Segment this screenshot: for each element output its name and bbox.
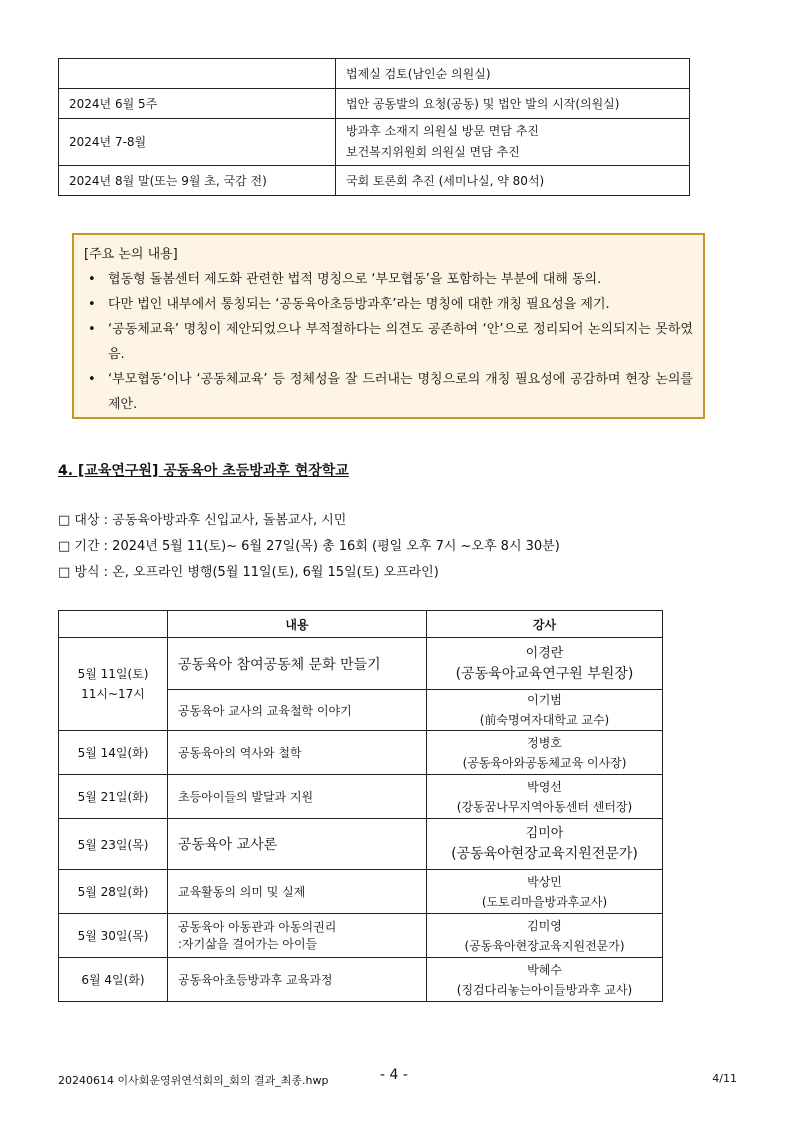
content-cell: 교육활동의 의미 및 실제 [168, 870, 427, 914]
lecturer-cell [427, 731, 663, 775]
schedule-table [58, 610, 663, 1002]
date-cell: 2024년 8월 말(또는 9월 초, 국감 전) [59, 166, 336, 196]
content-cell: 공동육아초등방과후 교육과정 [168, 958, 427, 1002]
discussion-item: • ‘부모협동’이나 ‘공동체교육’ 등 정체성을 잘 드러내는 명칭으로의 개칭 필요성에 공감하며 현장 논의를 제안. [84, 367, 693, 417]
date-cell [59, 638, 168, 731]
table-row [59, 870, 663, 914]
table-row [59, 89, 690, 119]
lecturer-cell [427, 958, 663, 1002]
content-cell [168, 914, 427, 958]
table-row [59, 775, 663, 819]
task-line: 방과후 소재지 의원실 방문 면담 추진 [346, 124, 539, 138]
header-lecturer: 강사 [427, 611, 663, 638]
date-cell: 5월 14일(화) [59, 731, 168, 775]
content-cell: 공동육아의 역사와 철학 [168, 731, 427, 775]
date-cell: 2024년 6월 5주 [59, 89, 336, 119]
date-cell: 5월 23일(목) [59, 819, 168, 870]
lecturer-affiliation: (공동육아교육연구원 부원장) [455, 665, 634, 682]
table-row [59, 638, 663, 690]
header-content: 내용 [168, 611, 427, 638]
task-cell [336, 119, 690, 166]
discussion-item: • ‘공동체교육’ 명칭이 제안되었으나 부적절하다는 의견도 공존하여 ‘안’으로 정리되어 논의되지는 못하였음. [84, 317, 693, 367]
lecturer-affiliation: (징검다리놓는아이들방과후 교사) [456, 982, 633, 997]
section-heading: 4. [교육연구원] 공동육아 초등방과후 현장학교 [58, 463, 349, 479]
lecturer-name: 김미영 [527, 918, 562, 933]
lecturer-affiliation: (강동꿈나무지역아동센터 센터장) [456, 799, 633, 814]
method-line: □ 방식 : 온, 오프라인 병행(5월 11일(토), 6월 15일(토) 오프라인) [58, 565, 439, 580]
table-row [59, 958, 663, 1002]
footer-filename: 20240614 이사회운영위연석회의_회의 결과_최종.hwp [58, 1074, 329, 1087]
task-cell: 국회 토론회 추진 (세미나실, 약 80석) [336, 166, 690, 196]
header-date [59, 611, 168, 638]
lecturer-name: 김미아 [525, 826, 564, 841]
date-cell: 5월 21일(화) [59, 775, 168, 819]
content-cell: 공동육아 교사의 교육철학 이야기 [168, 690, 427, 731]
discussion-box [72, 233, 705, 419]
discussion-item: • 다만 법인 내부에서 통칭되는 ‘공동육아초등방과후’라는 명칭에 대한 개칭 필요성을 제기. [84, 292, 693, 317]
task-cell: 법제실 검토(남인순 의원실) [336, 59, 690, 89]
date-cell: 5월 28일(화) [59, 870, 168, 914]
content-cell: 초등아이들의 발달과 지원 [168, 775, 427, 819]
table-row [59, 166, 690, 196]
lecturer-name: 정병호 [527, 735, 562, 750]
discussion-item: • 협동형 돌봄센터 제도화 관련한 법적 명칭으로 ‘부모협동’을 포함하는 부분에 대해 동의. [84, 267, 693, 292]
footer-page-count: 4/11 [712, 1072, 737, 1085]
lecturer-affiliation: (공동육아와공동체교육 이사장) [462, 755, 627, 770]
lecturer-name: 박혜수 [527, 962, 562, 977]
lecturer-name: 이경란 [525, 645, 564, 661]
table-row [59, 731, 663, 775]
lecturer-cell [427, 638, 663, 690]
lecturer-cell [427, 690, 663, 731]
lecturer-name: 이기범 [527, 693, 562, 707]
task-cell: 법안 공동발의 요청(공동) 및 법안 발의 시작(의원실) [336, 89, 690, 119]
content-line: :자기삶을 걸어가는 아이들 [178, 936, 318, 951]
session-date: 5월 11일(토) [77, 667, 149, 681]
discussion-list [84, 267, 693, 417]
lecturer-cell [427, 870, 663, 914]
roadmap-table [58, 58, 690, 196]
lecturer-cell [427, 914, 663, 958]
date-cell [59, 59, 336, 89]
date-cell: 6월 4일(화) [59, 958, 168, 1002]
table-row [59, 59, 690, 89]
lecturer-cell [427, 819, 663, 870]
lecturer-name: 박상민 [527, 874, 562, 889]
task-line: 보건복지위원회 의원실 면담 추진 [346, 145, 520, 159]
target-line: □ 대상 : 공동육아방과후 신입교사, 돌봄교사, 시민 [58, 513, 347, 528]
footer-page-number: - 4 - [380, 1067, 408, 1083]
content-line: 공동육아 아동관과 아동의권리 [178, 919, 337, 934]
table-row [59, 119, 690, 166]
lecturer-name: 박영선 [527, 779, 562, 794]
content-cell: 공동육아 교사론 [168, 819, 427, 870]
date-cell: 5월 30일(목) [59, 914, 168, 958]
lecturer-affiliation: (공동육아현장교육지원전문가) [451, 846, 638, 862]
content-cell: 공동육아 참여공동체 문화 만들기 [168, 638, 427, 690]
session-time: 11시~17시 [81, 687, 145, 701]
lecturer-affiliation: (도토리마을방과후교사) [481, 894, 608, 909]
table-row [59, 819, 663, 870]
lecturer-affiliation: (공동육아현장교육지원전문가) [464, 938, 625, 953]
table-header-row [59, 611, 663, 638]
table-row [59, 914, 663, 958]
lecturer-affiliation: (前숙명여자대학교 교수) [479, 713, 610, 727]
lecturer-cell [427, 775, 663, 819]
period-line: □ 기간 : 2024년 5월 11(토)~ 6월 27일(목) 총 16회 (평일 오후 7시 ~오후 8시 30분) [58, 539, 560, 554]
date-cell: 2024년 7-8월 [59, 119, 336, 166]
discussion-title: [주요 논의 내용] [84, 247, 178, 262]
